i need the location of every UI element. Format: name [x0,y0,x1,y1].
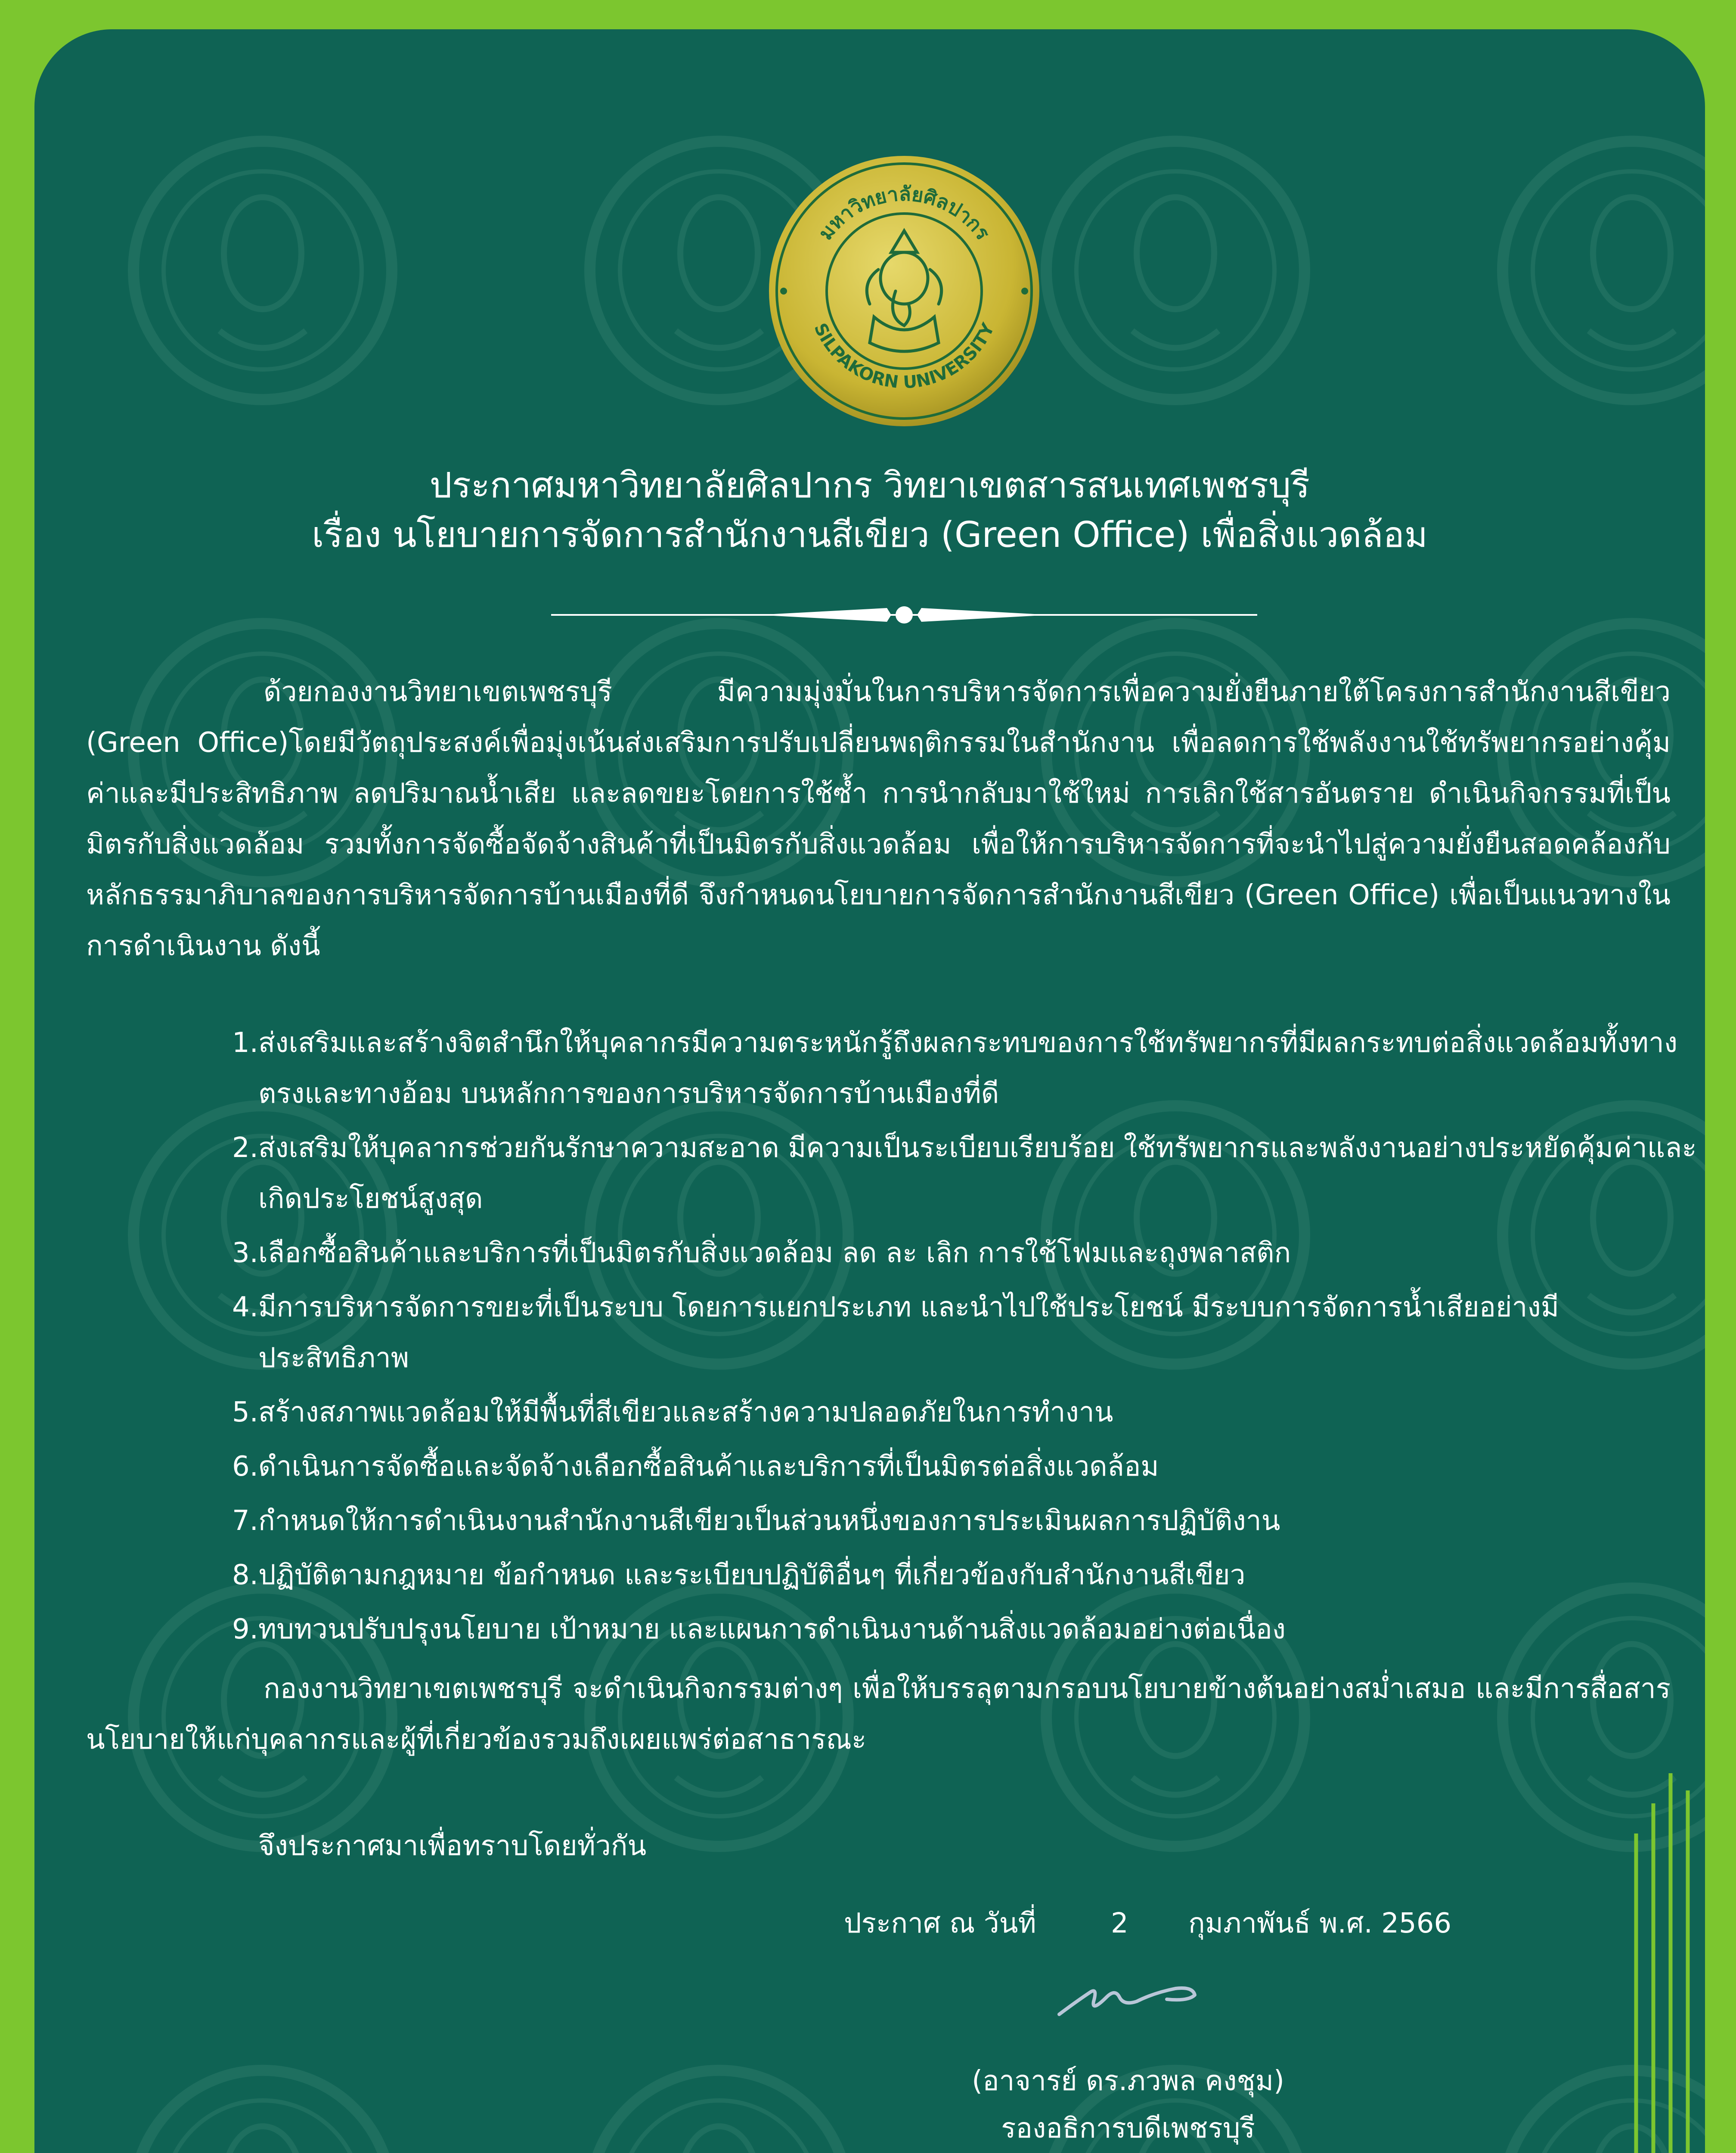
list-item: 9. ทบทวนปรับปรุงนโยบาย เป้าหมาย และแผนการดำเนินงานด้านสิ่งแวดล้อมอย่างต่อเนื่อง [232,1613,1286,1645]
list-item: 1. ส่งเสริมและสร้างจิตสำนึกให้บุคลากรมีความตระหนักรู้ถึงผลกระทบของการใช้ทรัพยากรที่มีผลกระทบต่อสิ่งแวดล้อมทั้งทางตรงและทางอ้อม บนหลักการของการบริหารจัดการบ้านเมืองที่ดี [232,1027,1678,1110]
ornamental-divider-icon [551,602,1257,628]
signer-position: รองอธิการบดีเพชรบุรี [1001,2113,1255,2144]
list-item: 6. ดำเนินการจัดซื้อและจัดจ้างเลือกซื้อสินค้าและบริการที่เป็นมิตรต่อสิ่งแวดล้อม [232,1451,1159,1483]
announce-line: จึงประกาศมาเพื่อทราบโดยทั่วกัน [258,1830,647,1862]
list-item: 2. ส่งเสริมให้บุคลากรช่วยกันรักษาความสะอาด มีความเป็นระเบียบเรียบร้อย ใช้ทรัพยากรและพลังงานอย่างประหยัดคุ้มค่าและเกิดประโยชน์สูงสุด [232,1132,1697,1215]
list-item: 3. เลือกซื้อสินค้าและบริการที่เป็นมิตรกับสิ่งแวดล้อม ลด ละ เลิก การใช้โฟมและถุงพลาสติก [232,1237,1291,1269]
date-month-year: กุมภาพันธ์ พ.ศ. 2566 [1188,1908,1452,1939]
signer-name: (อาจารย์ ดร.ภวพล คงชุม) [972,2065,1284,2097]
date-prefix: ประกาศ ณ วันที่ [844,1908,1036,1939]
corner-stripes-icon [1033,1773,1705,2153]
policy-list [224,1018,1705,1658]
announcement-panel [34,29,1705,2153]
intro-paragraph: ด้วยกองงานวิทยาเขตเพชรบุรี มีความมุ่งมั่นในการบริหารจัดการเพื่อความยั่งยืนภายใต้โครงการสำนักงานสีเขียว (Green Office)โดยมีวัตถุประสงค์เพื่อมุ่งเน้นส่งเสริมการปรับเปลี่ยนพฤติกรรมในสำนักงาน เพื่อลดการใช้พลังงานใช้ทรัพยากรอย่างคุ้มค่าและมีประสิทธิภาพ ลดปริมาณน้ำเสีย และลดขยะโดยการใช้ซ้ำ การนำกลับมาใช้ใหม่ การเลิกใช้สารอันตราย ดำเนินกิจกรรมที่เป็นมิตรกับสิ่งแวดล้อม รวมทั้งการจัดซื้อจัดจ้างสินค้าที่เป็นมิตรกับสิ่งแวดล้อม เพื่อให้การบริหารจัดการที่จะนำไปสู่ความยั่งยืนสอดคล้องกับหลักธรรมาภิบาลของการบริหารจัดการบ้านเมืองที่ดี จึงกำหนดนโยบายการจัดการสำนักงานสีเขียว (Green Office) เพื่อเป็นแนวทางในการดำเนินงาน ดังนี้ [86,676,1671,962]
announcement-title: ประกาศมหาวิทยาลัยศิลปากร วิทยาเขตสารสนเทศเพชรบุรี [429,465,1310,506]
date-day: 2 [1111,1908,1128,1939]
svg-text:SILPAKORN UNIVERSITY: SILPAKORN UNIVERSITY [810,320,998,393]
announcement-subject: เรื่อง นโยบายการจัดการสำนักงานสีเขียว (Green Office) เพื่อสิ่งแวดล้อม [312,515,1428,555]
list-item: 8. ปฏิบัติตามกฎหมาย ข้อกำหนด และระเบียบปฏิบัติอื่นๆ ที่เกี่ยวข้องกับสำนักงานสีเขียว [232,1559,1246,1591]
list-item: 7. กำหนดให้การดำเนินงานสำนักงานสีเขียวเป็นส่วนหนึ่งของการประเมินผลการปฏิบัติงาน [232,1505,1280,1537]
svg-text:มหาวิทยาลัยศิลปากร: มหาวิทยาลัยศิลปากร [813,182,995,245]
silpakorn-university-seal-icon [766,153,1042,429]
list-item: 5. สร้างสภาพแวดล้อมให้มีพื้นที่สีเขียวและสร้างความปลอดภัยในการทำงาน [232,1396,1113,1428]
closing-paragraph: กองงานวิทยาเขตเพชรบุรี จะดำเนินกิจกรรมต่างๆ เพื่อให้บรรลุตามกรอบนโยบายข้างต้นอย่างสม่ำเสมอ และมีการสื่อสารนโยบายให้แก่บุคลากรและผู้ที่เกี่ยวข้องรวมถึงเผยแพร่ต่อสาธารณะ [86,1673,1671,1756]
list-item: 4. มีการบริหารจัดการขยะที่เป็นระบบ โดยการแยกประเภท และนำไปใช้ประโยชน์ มีระบบการจัดการน้ำเสียอย่างมีประสิทธิภาพ [232,1291,1559,1374]
